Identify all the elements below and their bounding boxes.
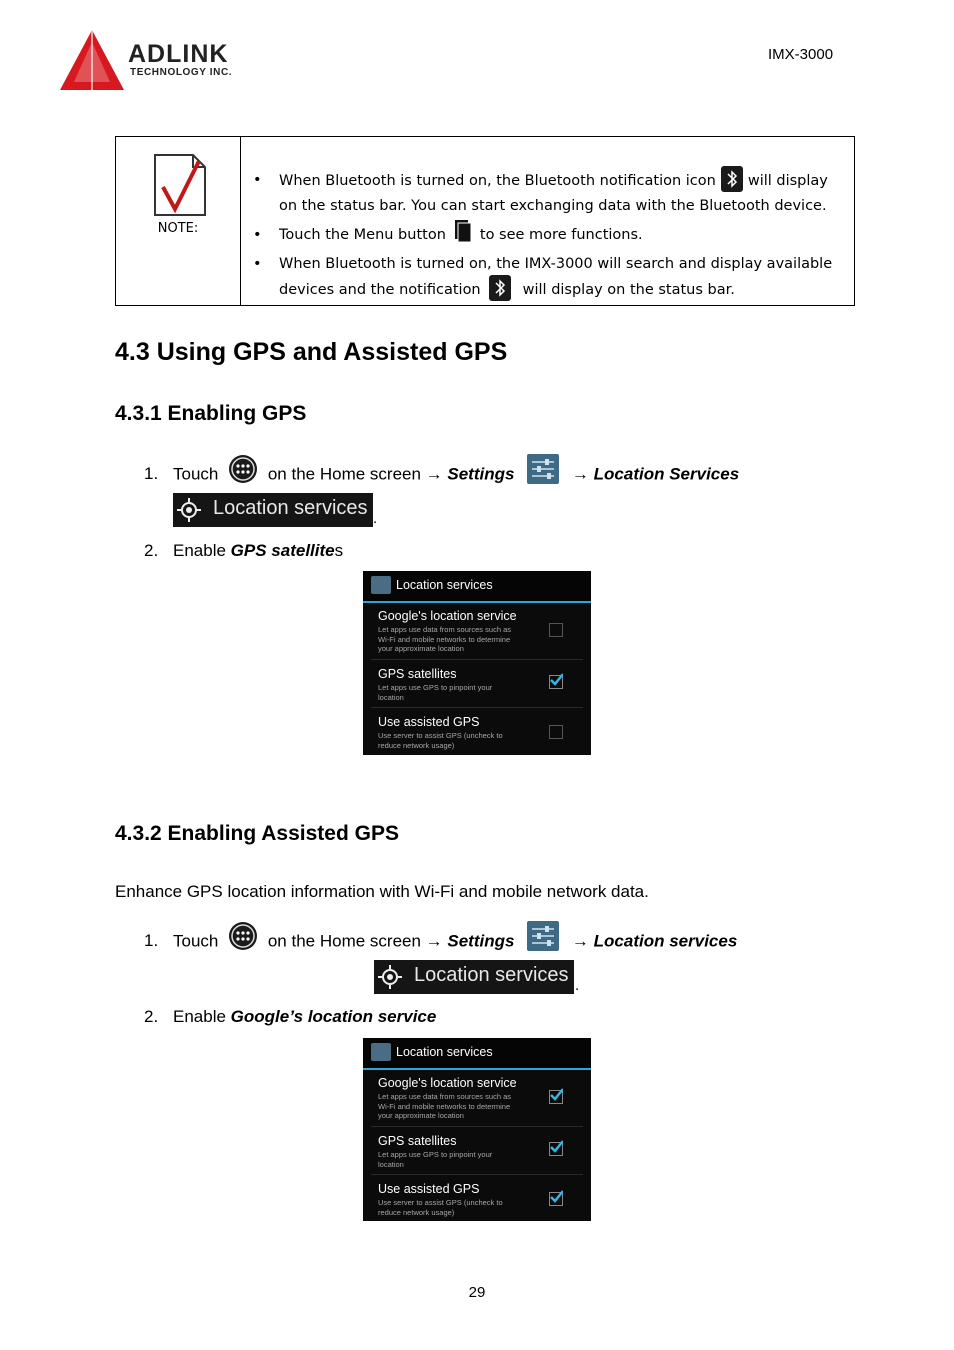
step-number: 1. <box>144 464 159 484</box>
note-bullet-3-text: When Bluetooth is turned on, the IMX-3000 will search and display available <box>279 256 833 272</box>
checkbox-icon[interactable] <box>549 1090 563 1104</box>
sub1-step-1 <box>144 460 739 490</box>
screen-title: Location services <box>396 1045 493 1059</box>
adlink-logo-icon <box>58 28 126 94</box>
apps-icon <box>229 455 257 483</box>
setting-row[interactable] <box>378 715 578 750</box>
divider <box>371 659 583 660</box>
step-bold: GPS satellite <box>230 541 335 560</box>
note-bullet-2-text-b: to see more functions. <box>479 227 643 243</box>
location-services-bar <box>173 493 373 527</box>
sub2-step-2 <box>144 1007 436 1027</box>
checkbox-icon[interactable] <box>549 725 563 739</box>
setting-title: Google's location service <box>378 1076 517 1090</box>
setting-title: GPS satellites <box>378 667 457 681</box>
page-number: 29 <box>468 1284 486 1301</box>
location-icon <box>378 965 402 989</box>
screenshot-location-services-2 <box>363 1038 591 1221</box>
setting-summary: Let apps use data from sources such as Wi-Fi and mobile networks to determine your approximate location <box>378 625 511 654</box>
settings-icon <box>371 1043 391 1061</box>
step-enable: Enable <box>173 1007 226 1026</box>
note-check-icon <box>153 153 207 217</box>
bluetooth-icon <box>489 275 511 301</box>
menu-icon <box>454 219 472 243</box>
step-settings: Settings <box>447 464 515 484</box>
step-rest: s <box>334 541 344 560</box>
setting-summary: Let apps use GPS to pinpoint your location <box>378 1150 493 1169</box>
screen-title-bar <box>363 571 591 603</box>
setting-row[interactable] <box>378 1076 578 1121</box>
subsection-title-2: 4.3.2 Enabling Assisted GPS <box>115 822 399 845</box>
note-bullet-1-text-b: will display <box>747 173 828 189</box>
note-bullet-1 <box>253 168 828 219</box>
period: . <box>373 510 378 527</box>
step-arrow: → <box>571 464 589 484</box>
brand-name: ADLINK <box>128 40 229 68</box>
setting-title: GPS satellites <box>378 1134 457 1148</box>
step-number: 2. <box>144 1007 159 1026</box>
step-settings: Settings <box>447 931 515 951</box>
divider <box>371 1126 583 1127</box>
setting-title: Use assisted GPS <box>378 715 480 729</box>
note-bullet-2 <box>253 223 643 248</box>
checkbox-icon[interactable] <box>549 623 563 637</box>
screen-title: Location services <box>396 578 493 592</box>
bullet-mark: • <box>253 256 262 272</box>
setting-row[interactable] <box>378 1182 578 1217</box>
note-bullet-1-line2: on the status bar. You can start exchanging data with the Bluetooth device. <box>279 198 827 214</box>
checkbox-icon[interactable] <box>549 1192 563 1206</box>
setting-title: Use assisted GPS <box>378 1182 480 1196</box>
bluetooth-icon <box>721 166 743 192</box>
note-bullet-1-text: When Bluetooth is turned on, the Bluetooth notification icon <box>279 173 716 189</box>
setting-row[interactable] <box>378 667 578 702</box>
step-number: 1. <box>144 931 159 951</box>
divider <box>371 707 583 708</box>
checkbox-icon[interactable] <box>549 1142 563 1156</box>
setting-row[interactable] <box>378 1134 578 1169</box>
sub2-step-1 <box>144 927 737 957</box>
brand-subtitle: TECHNOLOGY INC. <box>130 67 233 78</box>
step-enable: Enable <box>173 541 226 560</box>
step-home-text: on the Home screen → <box>267 931 443 951</box>
step-touch: Touch <box>173 931 219 951</box>
step-location: Location services <box>593 931 738 951</box>
setting-title: Google's location service <box>378 609 517 623</box>
note-bullet-3-line2b: will display on the status bar. <box>522 282 735 298</box>
location-services-label: Location services <box>213 497 368 519</box>
settings-icon <box>371 576 391 594</box>
step-arrow: → <box>571 931 589 951</box>
step-location: Location Services <box>593 464 740 484</box>
note-content <box>241 137 854 305</box>
location-icon <box>177 498 201 522</box>
setting-row[interactable] <box>378 609 578 654</box>
setting-summary: Use server to assist GPS (uncheck to reduce network usage) <box>378 1198 503 1217</box>
paragraph: Enhance GPS location information with Wi-Fi and mobile network data. <box>115 882 649 901</box>
location-services-bar <box>374 960 574 994</box>
note-bullet-2-text: Touch the Menu button <box>279 227 446 243</box>
note-bullet-3 <box>253 252 833 303</box>
sub1-step-2 <box>144 541 343 561</box>
screen-title-bar <box>363 1038 591 1070</box>
subsection-title-1: 4.3.1 Enabling GPS <box>115 402 307 425</box>
bullet-mark: • <box>253 227 262 243</box>
step-number: 2. <box>144 541 159 560</box>
note-left-cell <box>116 137 241 305</box>
apps-icon <box>229 922 257 950</box>
header-model: IMX-3000 <box>768 46 834 63</box>
section-title: 4.3 Using GPS and Assisted GPS <box>115 338 508 366</box>
step-bold: Google’s location service <box>230 1007 437 1026</box>
note-label: NOTE: <box>157 221 199 236</box>
period: . <box>575 977 580 994</box>
settings-icon <box>527 921 559 951</box>
bullet-mark: • <box>253 172 262 188</box>
setting-summary: Let apps use data from sources such as Wi-Fi and mobile networks to determine your approximate location <box>378 1092 511 1121</box>
screenshot-location-services-1 <box>363 571 591 755</box>
setting-summary: Let apps use GPS to pinpoint your location <box>378 683 493 702</box>
divider <box>371 1174 583 1175</box>
step-touch: Touch <box>173 464 219 484</box>
location-services-label: Location services <box>414 964 569 986</box>
setting-summary: Use server to assist GPS (uncheck to reduce network usage) <box>378 731 503 750</box>
note-box <box>115 136 855 306</box>
settings-icon <box>527 454 559 484</box>
step-home-text: on the Home screen → <box>267 464 443 484</box>
note-bullet-3-line2a: devices and the notification <box>279 282 481 298</box>
checkbox-icon[interactable] <box>549 675 563 689</box>
